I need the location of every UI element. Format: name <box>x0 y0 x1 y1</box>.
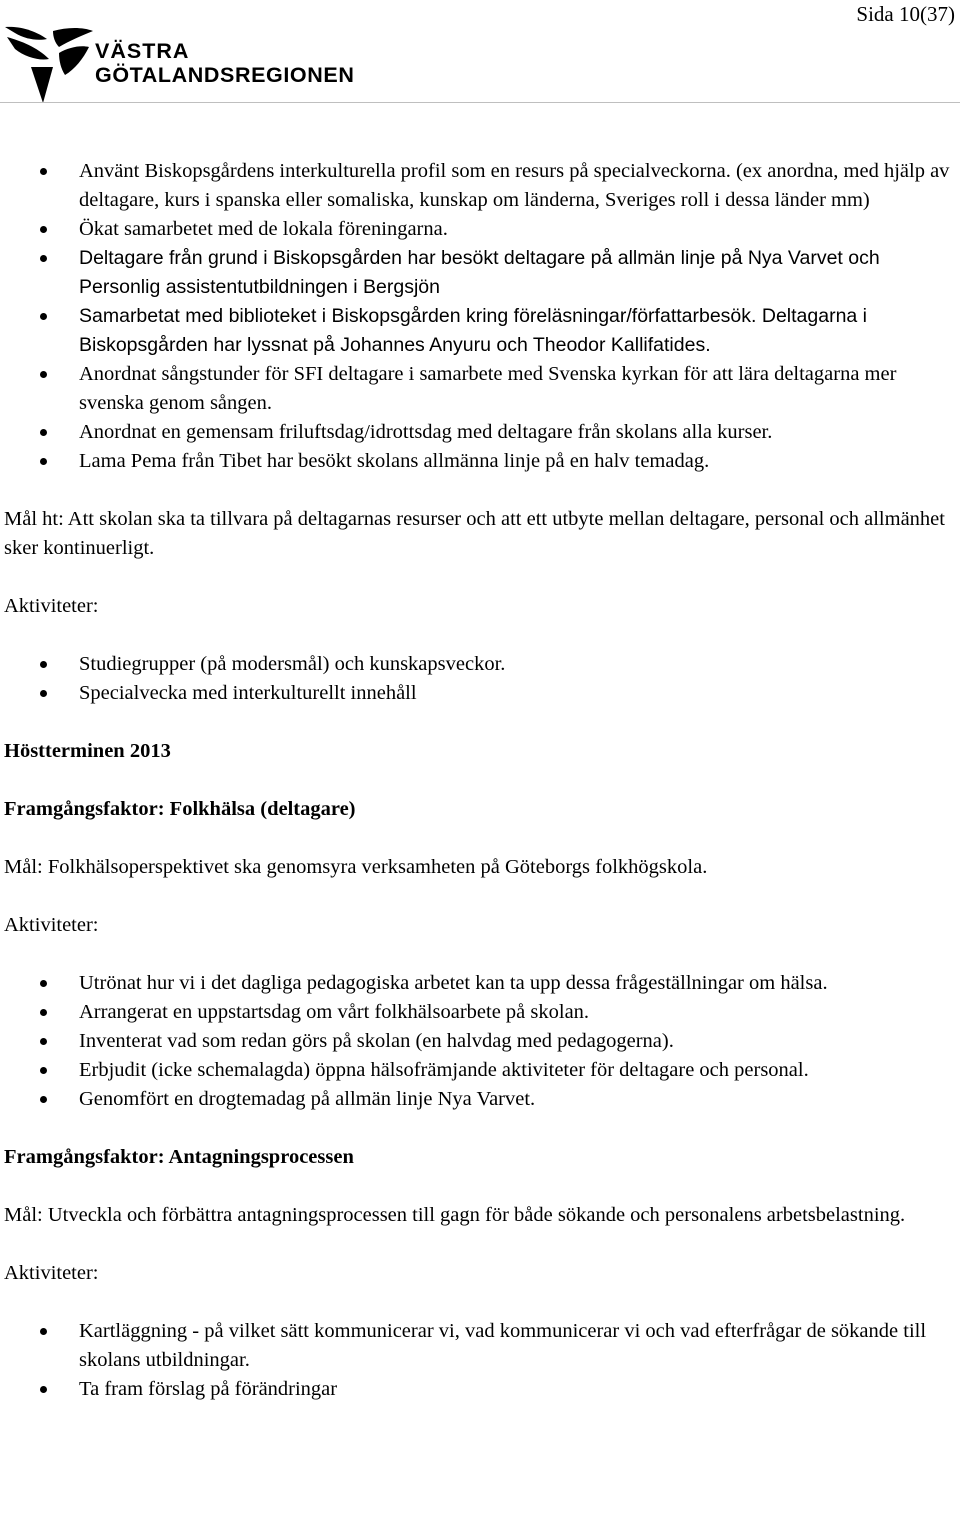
list-item: Specialvecka med interkulturellt innehåll <box>4 679 954 708</box>
goal-ht: Mål ht: Att skolan ska ta tillvara på deltagarnas resurser och att ett utbyte mellan deltagare, personal och allmänhet sker kontinuerligt. <box>4 508 945 559</box>
list-item: Ökat samarbetet med de lokala föreningarna. <box>4 215 954 244</box>
list-item: Inventerat vad som redan görs på skolan (en halvdag med pedagogerna). <box>4 1027 954 1056</box>
activity-list-antagning <box>4 1317 954 1404</box>
bullet-icon <box>40 168 47 175</box>
bullet-icon <box>40 1067 47 1074</box>
bullet-icon <box>40 429 47 436</box>
bullet-icon <box>40 1096 47 1103</box>
logo-line-2: GÖTALANDSREGIONEN <box>95 63 355 87</box>
list-item: Använt Biskopsgårdens interkulturella profil som en resurs på specialveckorna. (ex anordna, med hjälp av deltagare, kurs i spanska eller somaliska, kunskap om länderna, Sveriges roll i dessa länder mm) <box>4 157 954 215</box>
list-item: Samarbetat med biblioteket i Biskopsgården kring föreläsningar/författarbesök. Deltagarna i Biskopsgården har lyssnat på Johannes Anyuru och Theodor Kallifatides. <box>4 302 954 360</box>
bullet-icon <box>40 1328 47 1335</box>
goal-folkhalsa: Mål: Folkhälsoperspektivet ska genomsyra verksamheten på Göteborgs folkhögskola. <box>4 856 708 878</box>
list-item: Studiegrupper (på modersmål) och kunskapsveckor. <box>4 650 954 679</box>
list-item: Deltagare från grund i Biskopsgården har besökt deltagare på allmän linje på Nya Varvet och Personlig assistentutbildningen i Bergsjön <box>4 244 954 302</box>
section-heading-folkhalsa: Framgångsfaktor: Folkhälsa (deltagare) <box>4 798 356 820</box>
list-item: Lama Pema från Tibet har besökt skolans allmänna linje på en halv temadag. <box>4 447 954 476</box>
list-item: Genomfört en drogtemadag på allmän linje Nya Varvet. <box>4 1085 954 1114</box>
vastra-gotalandsregionen-logo-icon <box>3 25 95 105</box>
section-heading-term: Höstterminen 2013 <box>4 740 171 762</box>
activities-label: Aktiviteter: <box>4 1262 99 1284</box>
list-item: Anordnat sångstunder för SFI deltagare i samarbete med Svenska kyrkan för att lära deltagarna mer svenska genom sången. <box>4 360 954 418</box>
goal-antagning: Mål: Utveckla och förbättra antagningsprocessen till gagn för både sökande och personalens arbetsbelastning. <box>4 1204 906 1226</box>
activities-label: Aktiviteter: <box>4 914 99 936</box>
list-item: Kartläggning - på vilket sätt kommunicerar vi, vad kommunicerar vi och vad efterfrågar de sökande till skolans utbildningar. <box>4 1317 954 1375</box>
page-number: Sida 10(37) <box>856 2 955 26</box>
activity-list-1 <box>4 157 954 476</box>
bullet-icon <box>40 661 47 668</box>
activity-list-folkhalsa <box>4 969 954 1114</box>
list-item: Anordnat en gemensam friluftsdag/idrottsdag med deltagare från skolans alla kurser. <box>4 418 954 447</box>
document-body <box>4 157 954 1404</box>
bullet-icon <box>40 690 47 697</box>
list-item: Utrönat hur vi i det dagliga pedagogiska arbetet kan ta upp dessa frågeställningar om hälsa. <box>4 969 954 998</box>
bullet-icon <box>40 371 47 378</box>
bullet-icon <box>40 458 47 465</box>
list-item: Erbjudit (icke schemalagda) öppna hälsofrämjande aktiviteter för deltagare och personal. <box>4 1056 954 1085</box>
bullet-icon <box>40 313 47 320</box>
logo-line-1: VÄSTRA <box>95 39 190 63</box>
organization-logo <box>3 25 383 105</box>
list-item: Arrangerat en uppstartsdag om vårt folkhälsoarbete på skolan. <box>4 998 954 1027</box>
list-item: Ta fram förslag på förändringar <box>4 1375 954 1404</box>
bullet-icon <box>40 226 47 233</box>
section-heading-antagning: Framgångsfaktor: Antagningsprocessen <box>4 1146 354 1168</box>
bullet-icon <box>40 1009 47 1016</box>
bullet-icon <box>40 980 47 987</box>
activity-list-2 <box>4 650 954 708</box>
activities-label: Aktiviteter: <box>4 595 99 617</box>
header-divider <box>0 102 960 103</box>
bullet-icon <box>40 1038 47 1045</box>
bullet-icon <box>40 255 47 262</box>
bullet-icon <box>40 1386 47 1393</box>
